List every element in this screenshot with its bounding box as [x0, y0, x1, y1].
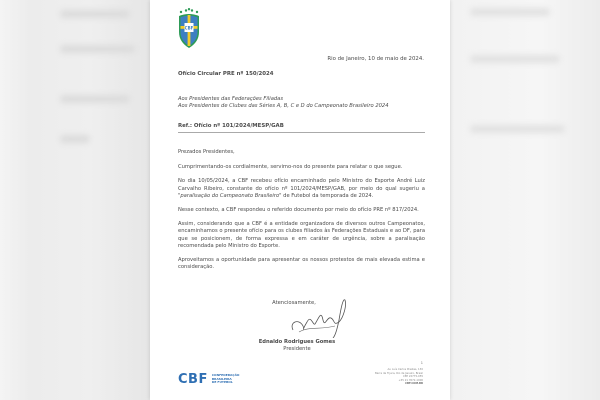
closing-text: Atenciosamente,: [272, 300, 316, 306]
blurred-background-left: [0, 0, 150, 400]
blurred-line: [60, 10, 130, 18]
reference-line: Ref.: Ofício nº 101/2024/MESP/GAB: [178, 123, 425, 133]
paragraph-2-quote: paralisação do Campeonato Brasileiro: [180, 192, 280, 199]
blurred-line: [470, 8, 550, 16]
address-line: Barra da Tijuca, Rio de Janeiro, Brasil: [375, 371, 423, 375]
blurred-line: [470, 55, 560, 63]
paragraph-2-text-end: " de Futebol da temporada de 2024.: [279, 192, 374, 199]
blurred-line: [470, 125, 565, 133]
blurred-background-right: [450, 0, 600, 400]
cbf-crest-icon: [178, 8, 200, 50]
svg-text:CBF: CBF: [184, 25, 194, 31]
cbf-full-name: [212, 374, 240, 385]
paragraph-2-text: No dia 10/05/2024, a CBF recebeu ofício encaminhado pelo Ministro do Esporte André Luiz Carvalho Ribeiro, constante do ofício nº 101/2024/MESP/GAB, por meio do qual sugeriu a ": [178, 178, 425, 199]
signer-role: Presidente: [283, 346, 311, 353]
signer-name: Ednaldo Rodrigues Gomes: [258, 339, 336, 345]
letter-body: [178, 149, 425, 278]
signer-block: [150, 339, 450, 353]
document-page: [150, 0, 450, 400]
address-line: CEP 22775-055: [403, 375, 423, 378]
website-line: CBF.COM.BR: [405, 382, 423, 385]
document-date: Rio de Janeiro, 10 de maio de 2024.: [327, 56, 424, 62]
signature-icon: [285, 296, 355, 338]
address-line: Av. Luís Carlos Prestes, 130: [387, 368, 423, 371]
paragraph-5: Aproveitamos a oportunidade para apresentar os nossos protestos de mais elevada estima e consideração.: [178, 257, 425, 271]
cbf-name-line: CONFEDERAÇÃO: [211, 373, 240, 378]
recipients: [178, 96, 389, 110]
cbf-footer-logo: [178, 373, 239, 386]
blurred-line: [60, 135, 90, 143]
paragraph-4: Assim, considerando que a CBF é a entidade organizadora de diversos outros Campeonatos, encaminhamos o presente ofício para os clubes filiados às Federações Estaduais e ao DF, para que se posicionem, de forma expressa e em caráter de urgência, sobre a paralisação recomendada pelo Ministro do Esporte.: [178, 221, 425, 249]
paragraph-2: [178, 178, 425, 200]
recipient-line: Aos Presidentes de Clubes das Séries A, B, C e D do Campeonato Brasileiro 2024: [178, 103, 389, 110]
oficio-title: Ofício Circular PRE nº 150/2024: [178, 71, 274, 77]
page-number: 1: [420, 361, 423, 365]
cbf-name-line: BRASILEIRA: [211, 376, 232, 381]
blurred-line: [60, 45, 135, 53]
address-line: +55 21 3572-1900: [398, 378, 423, 382]
blurred-line: [60, 95, 130, 103]
paragraph-3: Nesse contexto, a CBF respondeu o referido documento por meio do ofício PRE nº 817/2024.: [178, 207, 419, 214]
greeting: Prezados Presidentes,: [178, 149, 235, 155]
footer-address: [375, 368, 423, 386]
cbf-logo-text: CBF: [178, 372, 208, 387]
cbf-name-line: DE FUTEBOL: [211, 380, 233, 385]
paragraph-1: Cumprimentando-os cordialmente, servimo-nos do presente para relatar o que segue.: [178, 164, 403, 171]
recipient-line: Aos Presidentes das Federações Filiadas: [178, 96, 284, 102]
